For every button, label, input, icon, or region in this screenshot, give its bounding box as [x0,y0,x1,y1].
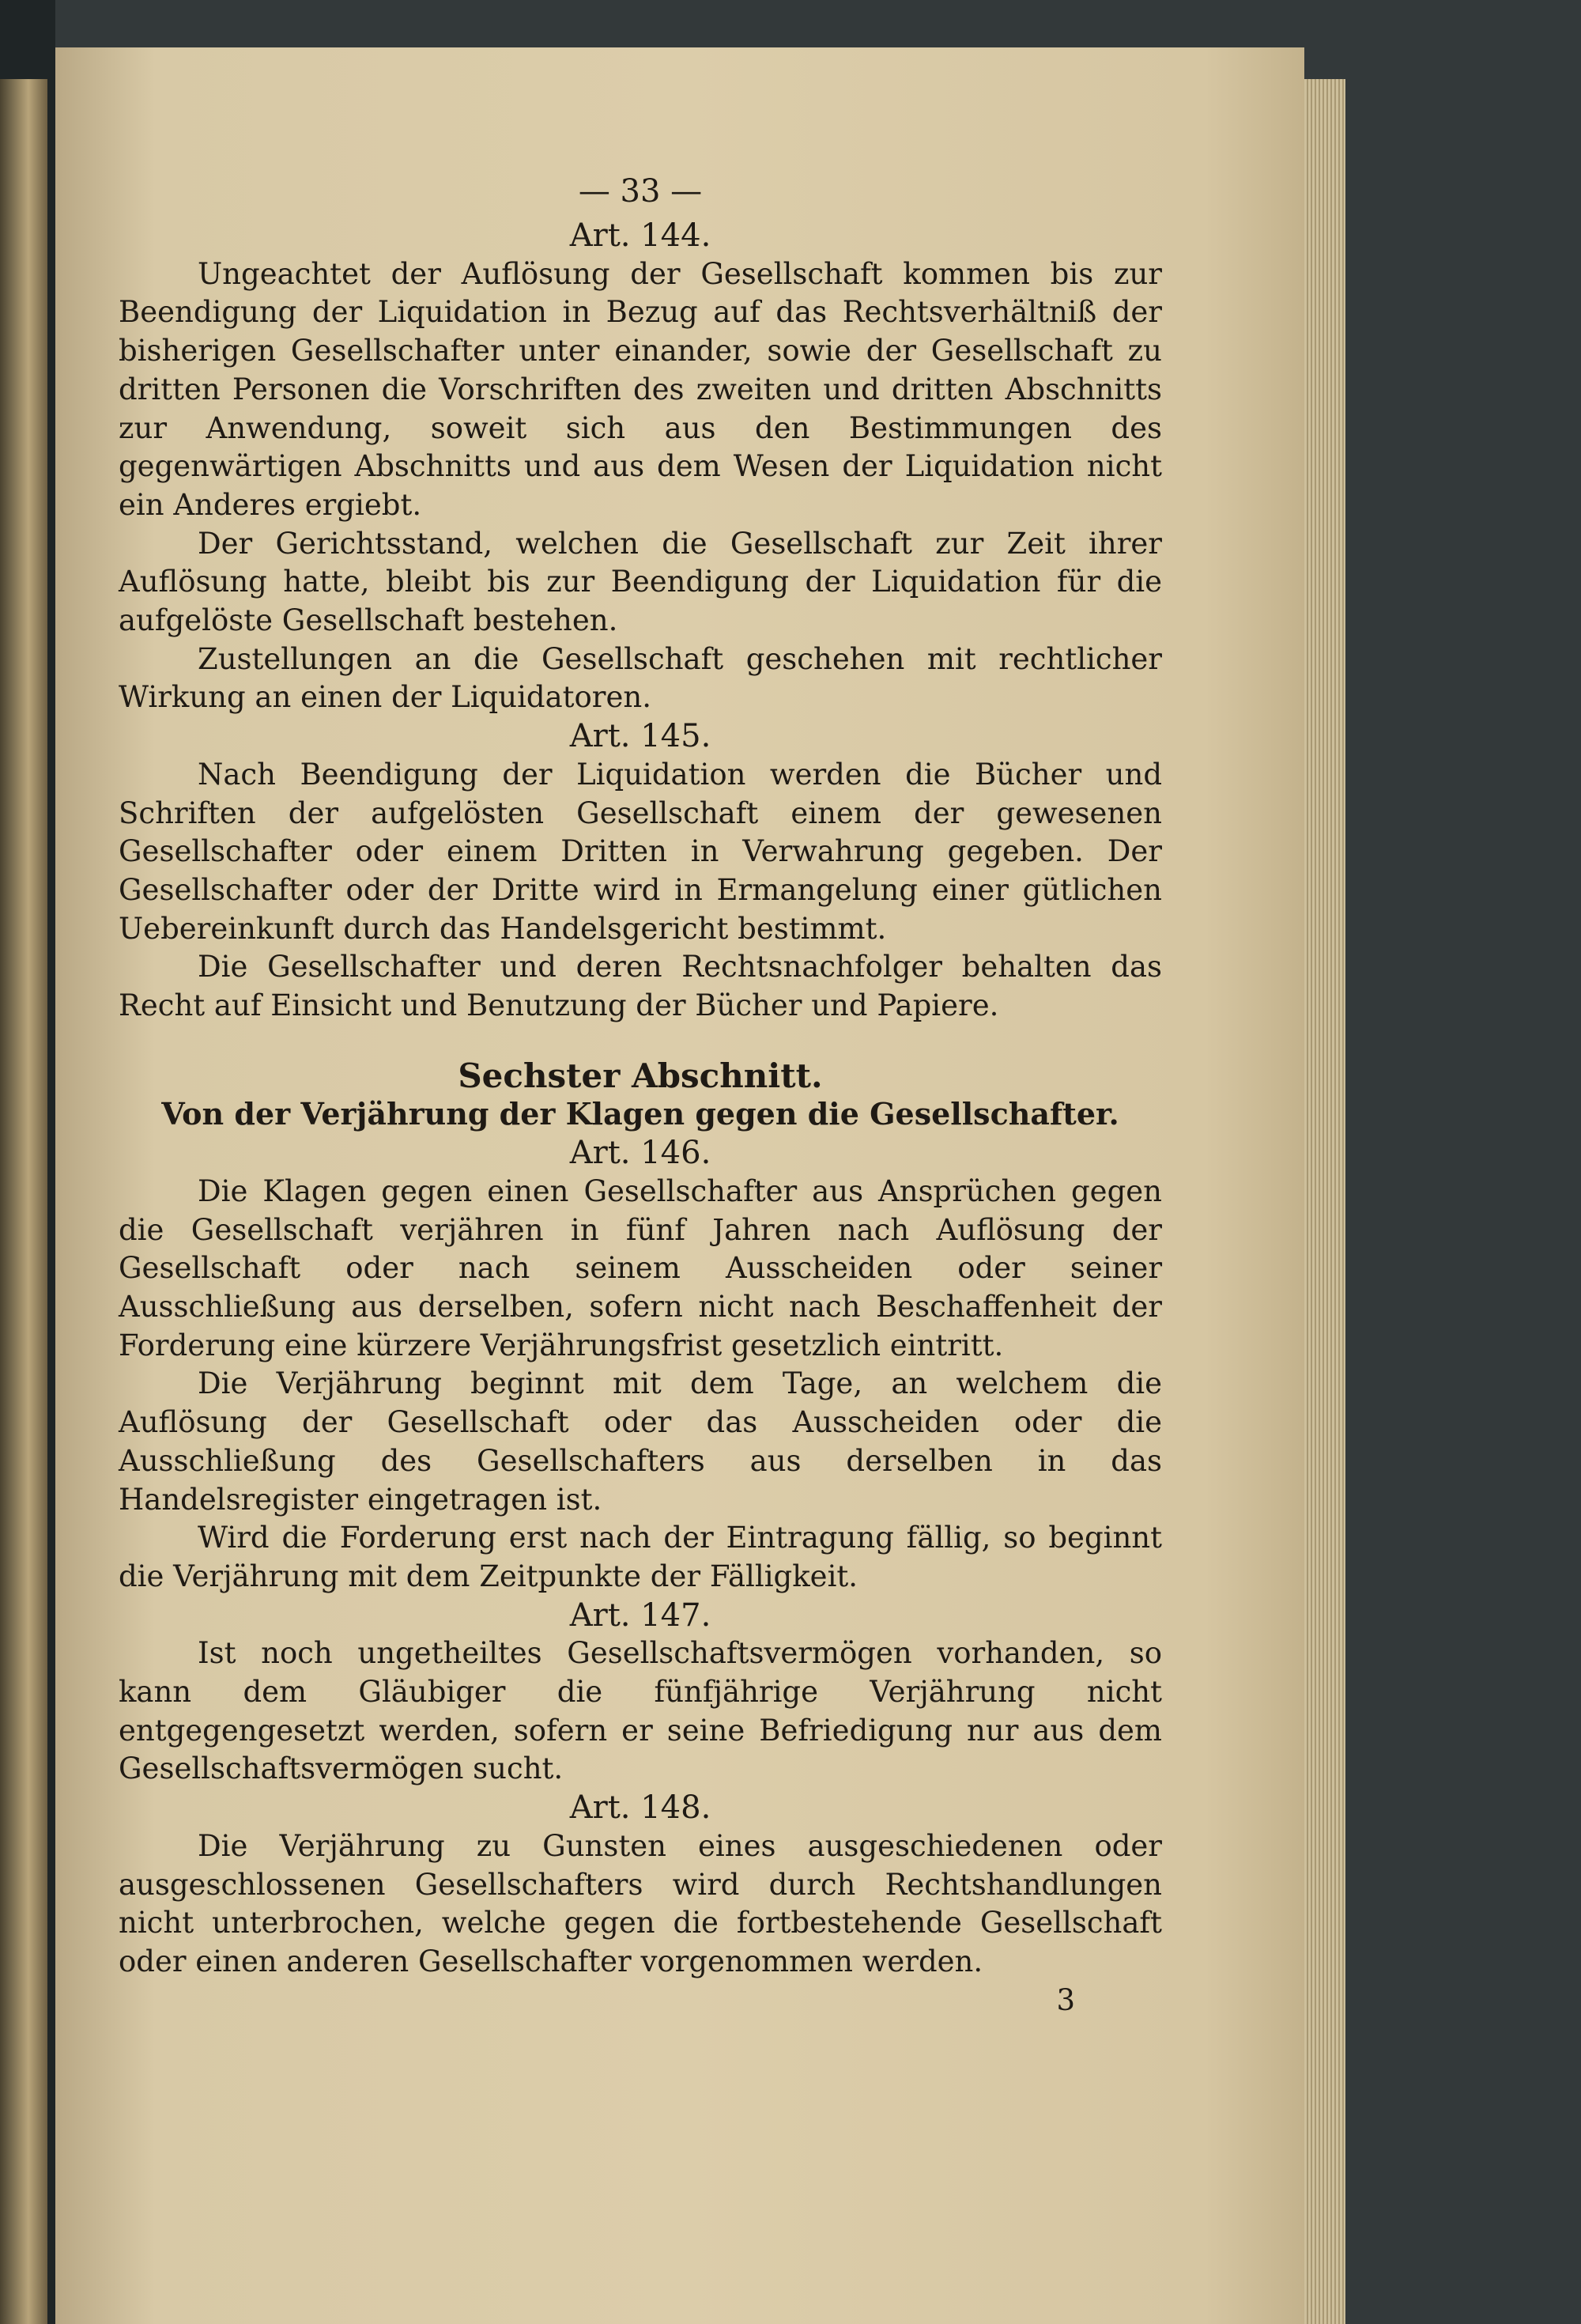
article-heading-145: Art. 145. [569,718,711,755]
article-heading-148: Art. 148. [569,1789,711,1827]
chapter-title: Sechster Abschnitt. [458,1056,823,1095]
page-number: — 33 — [578,173,703,210]
chapter-subtitle: Von der Verjährung der Klagen gegen die Gesellschafter. [161,1096,1119,1132]
article-heading-147: Art. 147. [569,1597,711,1634]
paragraph: Die Verjährung beginnt mit dem Tage, an welchem die Auflösung der Gesellschaft oder das Ausscheiden oder die Ausschließung des Gesellschafters aus derselben in das Handelsregister eingetragen ist. [119,1366,1162,1517]
signature-mark: 3 [1056,1982,1075,2017]
article-heading-144: Art. 144. [569,217,711,254]
article-heading-146: Art. 146. [569,1135,711,1172]
paragraph: Ungeachtet der Auflösung der Gesellschaft kommen bis zur Beendigung der Liquidation in Bezug auf das Rechtsverhältniß der bisherigen Gesellschafter unter einander, sowie der Gesellschaft zu dritten Personen die Vorschriften des zweiten und dritten Abschnitts zur Anwendung, soweit sich aus den Bestimmungen des gegenwärtigen Abschnitts und aus dem Wesen der Liquidation nicht ein Anderes ergiebt. [119,256,1162,522]
paragraph: Die Klagen gegen einen Gesellschafter aus Ansprüchen gegen die Gesellschaft verjähren in fünf Jahren nach Auflösung der Gesellschaft oder nach seinem Ausscheiden oder seiner Ausschließung aus derselben, sofern nicht nach Beschaffenheit der Forderung eine kürzere Verjährungsfrist gesetzlich eintritt. [119,1173,1162,1362]
paragraph: Die Gesellschafter und deren Rechtsnachfolger behalten das Recht auf Einsicht und Benutzung der Bücher und Papiere. [119,950,1162,1023]
paragraph: Zustellungen an die Gesellschaft geschehen mit rechtlicher Wirkung an einen der Liquidatoren. [119,641,1162,715]
paragraph: Der Gerichtsstand, welchen die Gesellschaft zur Zeit ihrer Auflösung hatte, bleibt bis zur Beendigung der Liquidation für die aufgelöste Gesellschaft bestehen. [119,526,1162,638]
book-page [55,47,1304,2324]
paragraph: Wird die Forderung erst nach der Eintragung fällig, so beginnt die Verjährung mit dem Zeitpunkte der Fälligkeit. [119,1521,1162,1593]
paragraph: Nach Beendigung der Liquidation werden die Bücher und Schriften der aufgelösten Gesellschaft einem der gewesenen Gesellschafter oder einem Dritten in Verwahrung gegeben. Der Gesellschafter oder der Dritte wird in Ermangelung einer gütlichen Uebereinkunft durch das Handelsgericht bestimmt. [119,757,1162,946]
paragraph: Die Verjährung zu Gunsten eines ausgeschiedenen oder ausgeschlossenen Gesellschafters wird durch Rechtshandlungen nicht unterbrochen, welche gegen die fortbestehende Gesellschaft oder einen anderen Gesellschafter vorgenommen werden. [119,1828,1162,1978]
facing-page-edge [0,79,47,2324]
paragraph: Ist noch ungetheiltes Gesellschaftsvermögen vorhanden, so kann dem Gläubiger die fünfjährige Verjährung nicht entgegengesetzt werden, sofern er seine Befriedigung nur aus dem Gesellschaftsvermögen sucht. [119,1636,1162,1786]
page-text [119,166,1162,2262]
